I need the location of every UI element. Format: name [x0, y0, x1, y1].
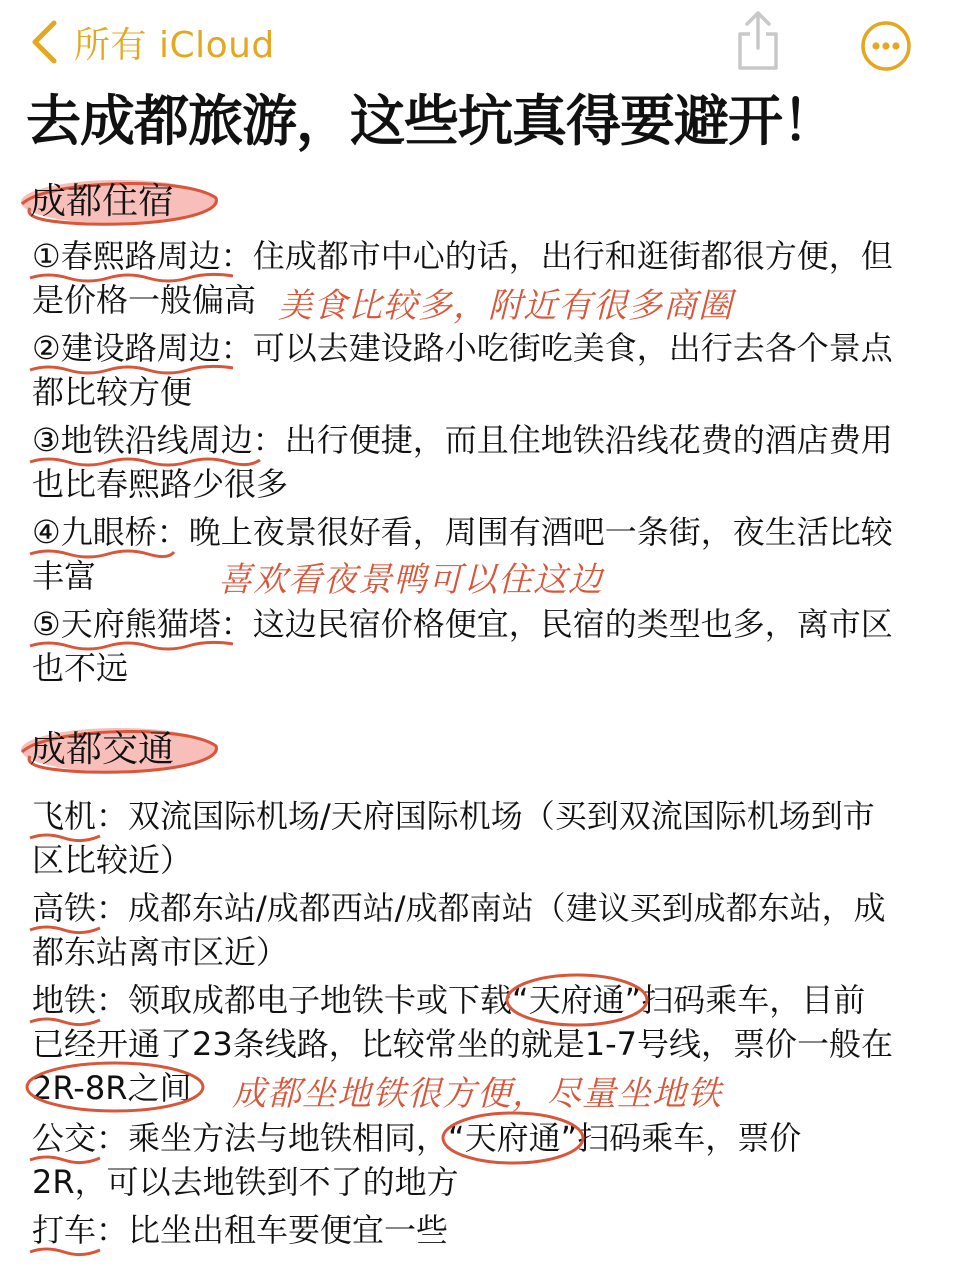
transport-bus-cont: 2R，可以去地铁到不了的地方	[32, 1163, 459, 1201]
transport-taxi: 打车 ：比坐出租车要便宜一些	[32, 1210, 448, 1250]
transport-metro-cont-2	[32, 1068, 191, 1108]
lodging-item-2-cont: 都比较方便	[32, 373, 193, 411]
underlined-key: ①春熙路周边	[32, 236, 221, 276]
underlined-key: 高铁	[32, 888, 96, 928]
handwritten-note-3: 成都坐地铁很方便，尽量坐地铁	[232, 1074, 722, 1114]
note-title: 去成都旅游，这些坑真得要避开！	[26, 89, 837, 153]
transport-plane: 飞机 ：双流国际机场/天府国际机场（买到双流国际机场到市	[32, 796, 875, 836]
transport-plane-cont: 区比较近）	[32, 841, 193, 879]
lodging-item-2: ②建设路周边 ：可以去建设路小吃街吃美食，出行去各个景点	[32, 328, 893, 368]
circled-app-name: “天府通”	[512, 980, 641, 1020]
lodging-item-1: ①春熙路周边 ：住成都市中心的话，出行和逛街都很方便，但	[32, 236, 893, 276]
transport-train-cont: 都东站离市区近）	[32, 933, 289, 971]
lodging-item-4-cont: 丰富	[32, 557, 97, 595]
nav-bar	[0, 0, 960, 84]
underlined-key: ②建设路周边	[32, 328, 221, 368]
section-heading-transport: 成都交通	[30, 728, 174, 772]
circled-price: 2R-8R之间	[32, 1068, 191, 1108]
underlined-key: 地铁	[32, 980, 96, 1020]
transport-train: 高铁 ：成都东站/成都西站/成都南站（建议买到成都东站，成	[32, 888, 886, 928]
lodging-item-5-cont: 也不远	[32, 649, 129, 687]
underlined-key: ⑤天府熊猫塔	[32, 604, 221, 644]
handwritten-note-1: 美食比较多，附近有很多商圈	[278, 286, 733, 326]
circled-app-name: “天府通”	[448, 1118, 577, 1158]
underlined-key: ③地铁沿线周边	[32, 420, 253, 460]
underlined-key: 公交	[32, 1118, 96, 1158]
handwritten-note-2: 喜欢看夜景鸭可以住这边	[218, 560, 603, 600]
lodging-item-5: ⑤天府熊猫塔 ：这边民宿价格便宜，民宿的类型也多，离市区	[32, 604, 893, 644]
transport-metro-cont: 已经开通了23条线路，比较常坐的就是1-7号线，票价一般在	[32, 1025, 893, 1063]
lodging-item-3: ③地铁沿线周边 ：出行便捷，而且住地铁沿线花费的酒店费用	[32, 420, 893, 460]
more-options-icon[interactable]	[860, 20, 912, 72]
underlined-key: 打车	[32, 1210, 96, 1250]
transport-bus: 公交 ：乘坐方法与地铁相同， “天府通”扫码乘车，票价	[32, 1118, 801, 1158]
share-icon[interactable]	[732, 10, 784, 72]
back-button[interactable]	[26, 16, 275, 68]
transport-metro: 地铁 ：领取成都电子地铁卡或下载 “天府通”扫码乘车，目前	[32, 980, 865, 1020]
back-label: 所有 iCloud	[74, 24, 275, 66]
underlined-key: 飞机	[32, 796, 96, 836]
lodging-item-1-cont: 是价格一般偏高	[32, 281, 257, 319]
section-heading-lodging: 成都住宿	[30, 180, 174, 224]
chevron-left-icon	[26, 19, 62, 65]
underlined-key: ④九眼桥	[32, 512, 157, 552]
lodging-item-3-cont: 也比春熙路少很多	[32, 465, 289, 503]
lodging-item-4: ④九眼桥 ：晚上夜景很好看，周围有酒吧一条街，夜生活比较	[32, 512, 893, 552]
